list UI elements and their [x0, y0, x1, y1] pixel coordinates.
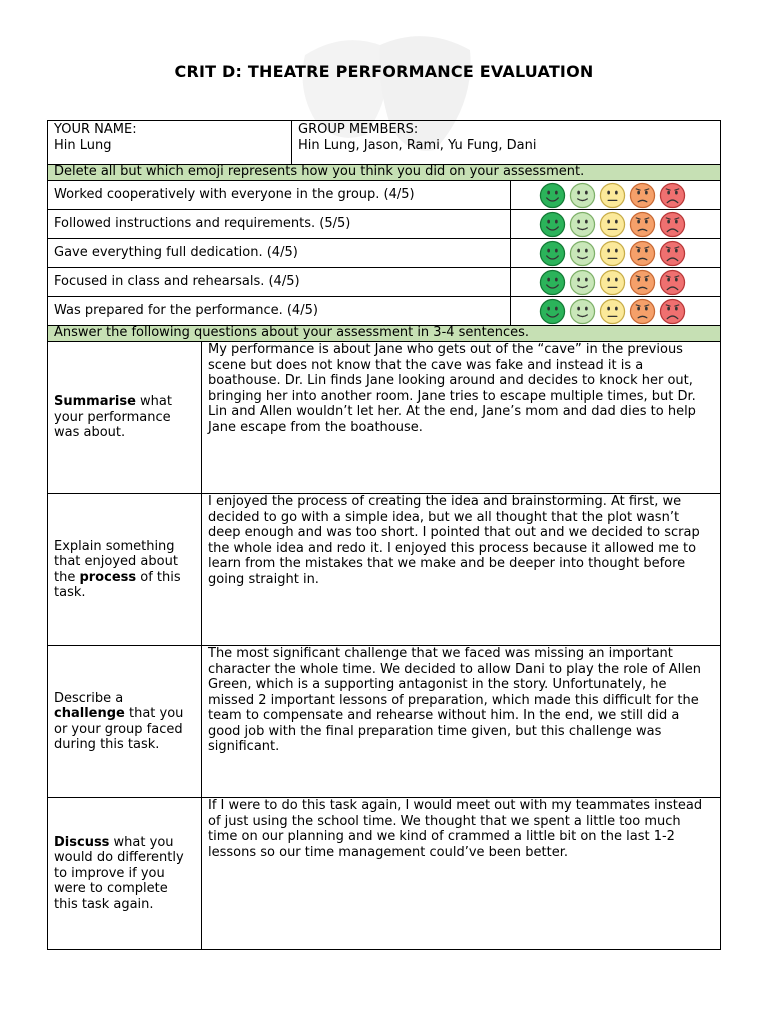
very-sad-face-icon[interactable]	[659, 269, 686, 296]
neutral-face-icon[interactable]	[599, 211, 626, 238]
answer-text[interactable]: My performance is about Jane who gets out of the “cave” in the previous scene but does not know that the cave was fake and instead it is a boathouse. Dr. Lin finds Jane looking around and decides to knock her out, bringing her into another room. Jane tries to escape multiple times, but Dr. Lin and Allen wouldn’t let her. At the end, Jane’s mom and dad dies to help Jane escape from the boathouse.	[202, 342, 721, 494]
face-set	[539, 269, 720, 296]
criterion-text: Was prepared for the performance. (4/5)	[48, 297, 511, 326]
happy-face-icon[interactable]	[569, 269, 596, 296]
question-prompt: Summarise what your performance was about.	[48, 342, 202, 494]
evaluation-table	[47, 120, 721, 950]
very-happy-face-icon[interactable]	[539, 298, 566, 325]
happy-face-icon[interactable]	[569, 240, 596, 267]
very-happy-face-icon[interactable]	[539, 269, 566, 296]
name-cell	[48, 121, 292, 165]
question-prompt: Describe a challenge that you or your group faced during this task.	[48, 646, 202, 798]
answer-text[interactable]: I enjoyed the process of creating the idea and brainstorming. At first, we decided to go with a simple idea, but we all thought that the plot wasn’t deep enough and was too short. I pointed that out and we decided to scrap the whole idea and redo it. I enjoyed this process because it allowed me to learn from the mistakes that we make and be deeper into thought before going straight in.	[202, 494, 721, 646]
very-sad-face-icon[interactable]	[659, 182, 686, 209]
questions-instruction: Answer the following questions about your assessment in 3-4 sentences.	[48, 326, 721, 342]
emoji-rating-cell[interactable]	[511, 268, 721, 297]
question-row	[48, 798, 721, 950]
criterion-text: Followed instructions and requirements. (5/5)	[48, 210, 511, 239]
sad-face-icon[interactable]	[629, 298, 656, 325]
answer-text[interactable]: If I were to do this task again, I would meet out with my teammates instead of just using the school time. We thought that we spent a little too much time on our planning and we kind of crammed a little bit on the last 1-2 lessons so our time management could’ve been better.	[202, 798, 721, 950]
sad-face-icon[interactable]	[629, 182, 656, 209]
question-prompt: Discuss what you would do differently to improve if you were to complete this task again.	[48, 798, 202, 950]
sad-face-icon[interactable]	[629, 240, 656, 267]
page-title: CRIT D: THEATRE PERFORMANCE EVALUATION	[174, 62, 594, 81]
happy-face-icon[interactable]	[569, 298, 596, 325]
very-happy-face-icon[interactable]	[539, 211, 566, 238]
emoji-instruction: Delete all but which emoji represents how you think you did on your assessment.	[48, 165, 721, 181]
neutral-face-icon[interactable]	[599, 298, 626, 325]
name-label: YOUR NAME:	[54, 122, 137, 137]
face-set	[539, 182, 720, 209]
emoji-rating-cell[interactable]	[511, 239, 721, 268]
neutral-face-icon[interactable]	[599, 182, 626, 209]
criterion-text: Gave everything full dedication. (4/5)	[48, 239, 511, 268]
criterion-row	[48, 210, 721, 239]
sad-face-icon[interactable]	[629, 269, 656, 296]
emoji-instruction-row	[48, 165, 721, 181]
questions-instruction-row	[48, 326, 721, 342]
criterion-text: Worked cooperatively with everyone in the group. (4/5)	[48, 181, 511, 210]
neutral-face-icon[interactable]	[599, 240, 626, 267]
very-sad-face-icon[interactable]	[659, 240, 686, 267]
name-row	[48, 121, 721, 165]
face-set	[539, 211, 720, 238]
emoji-rating-cell[interactable]	[511, 210, 721, 239]
happy-face-icon[interactable]	[569, 211, 596, 238]
emoji-rating-cell[interactable]	[511, 297, 721, 326]
name-value[interactable]: Hin Lung	[54, 137, 112, 153]
question-prompt: Explain something that enjoyed about the process of this task.	[48, 494, 202, 646]
criterion-row	[48, 297, 721, 326]
happy-face-icon[interactable]	[569, 182, 596, 209]
very-sad-face-icon[interactable]	[659, 298, 686, 325]
emoji-rating-cell[interactable]	[511, 181, 721, 210]
group-cell	[292, 121, 721, 165]
face-set	[539, 240, 720, 267]
very-sad-face-icon[interactable]	[659, 211, 686, 238]
answer-text[interactable]: The most significant challenge that we faced was missing an important character the whole time. We decided to allow Dani to play the role of Allen Green, which is a supporting antagonist in the story. Unfortunately, he missed 2 important lessons of preparation, which made this difficult for the team to compensate and rehearse without him. In the end, we still did a good job with the final preparation time given, but this challenge was significant.	[202, 646, 721, 798]
criterion-text: Focused in class and rehearsals. (4/5)	[48, 268, 511, 297]
question-row	[48, 494, 721, 646]
sad-face-icon[interactable]	[629, 211, 656, 238]
very-happy-face-icon[interactable]	[539, 240, 566, 267]
very-happy-face-icon[interactable]	[539, 182, 566, 209]
question-row	[48, 646, 721, 798]
face-set	[539, 298, 720, 325]
neutral-face-icon[interactable]	[599, 269, 626, 296]
group-label: GROUP MEMBERS:	[298, 122, 419, 137]
question-row	[48, 342, 721, 494]
criterion-row	[48, 239, 721, 268]
criterion-row	[48, 268, 721, 297]
criterion-row	[48, 181, 721, 210]
group-value[interactable]: Hin Lung, Jason, Rami, Yu Fung, Dani	[298, 137, 537, 153]
